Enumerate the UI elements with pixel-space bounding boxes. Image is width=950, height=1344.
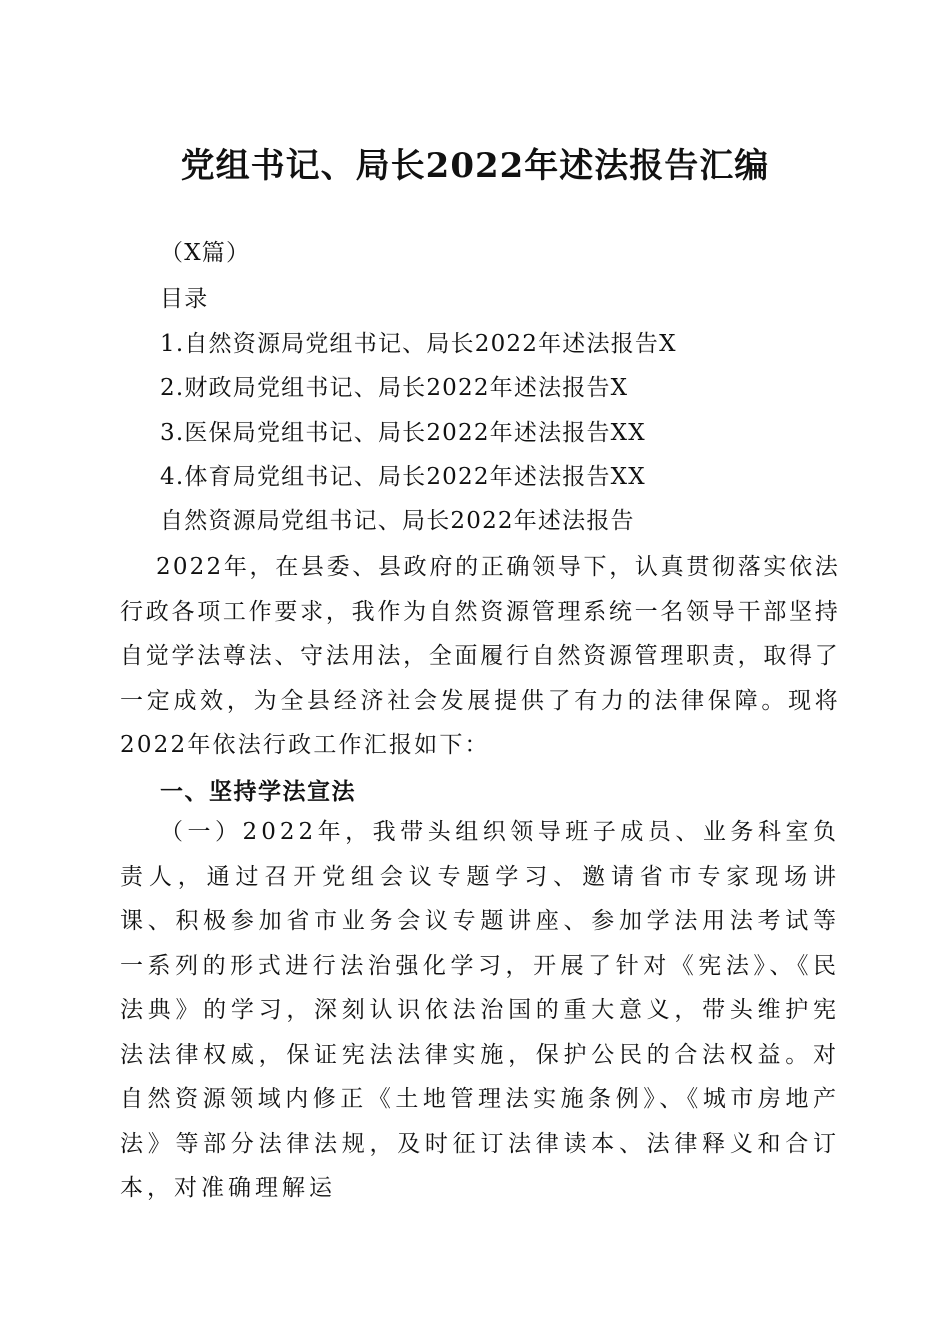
toc-item: 1.自然资源局党组书记、局长2022年述法报告X [160, 331, 677, 357]
toc-heading: 目录 [160, 286, 209, 312]
toc-item: 2.财政局党组书记、局长2022年述法报告X [160, 375, 629, 401]
section-heading: 一、坚持学法宣法 [160, 779, 356, 805]
document-subtitle: （X篇） [160, 240, 251, 266]
section-paragraph: （一）2022年，我带头组织领导班子成员、业务科室负责人，通过召开党组会议专题学习、邀请省市专家现场讲课、积极参加省市业务会议专题讲座、参加学法用法考试等一系列的形式进行法治强化学习，开展了针对《宪法》、《民法典》的学习，深刻认识依法治国的重大意义，带头维护宪法法律权威，保证宪法法律实施，保护公民的合法权益。对自然资源领域内修正《土地管理法实施条例》、《城市房地产法》等部分法律法规，及时征订法律读本、法律释义和合订本，对准确理解运 [120, 819, 840, 1201]
toc-item: 3.医保局党组书记、局长2022年述法报告XX [160, 420, 646, 446]
document-title: 党组书记、局长2022年述法报告汇编 [180, 146, 770, 186]
report-title: 自然资源局党组书记、局长2022年述法报告 [160, 508, 635, 534]
intro-paragraph: 2022年，在县委、县政府的正确领导下，认真贯彻落实依法行政各项工作要求，我作为自然资源管理系统一名领导干部坚持自觉学法尊法、守法用法，全面履行自然资源管理职责，取得了一定成效，为全县经济社会发展提供了有力的法律保障。现将2022年依法行政工作汇报如下： [120, 554, 840, 758]
toc-item: 4.体育局党组书记、局长2022年述法报告XX [160, 464, 646, 490]
